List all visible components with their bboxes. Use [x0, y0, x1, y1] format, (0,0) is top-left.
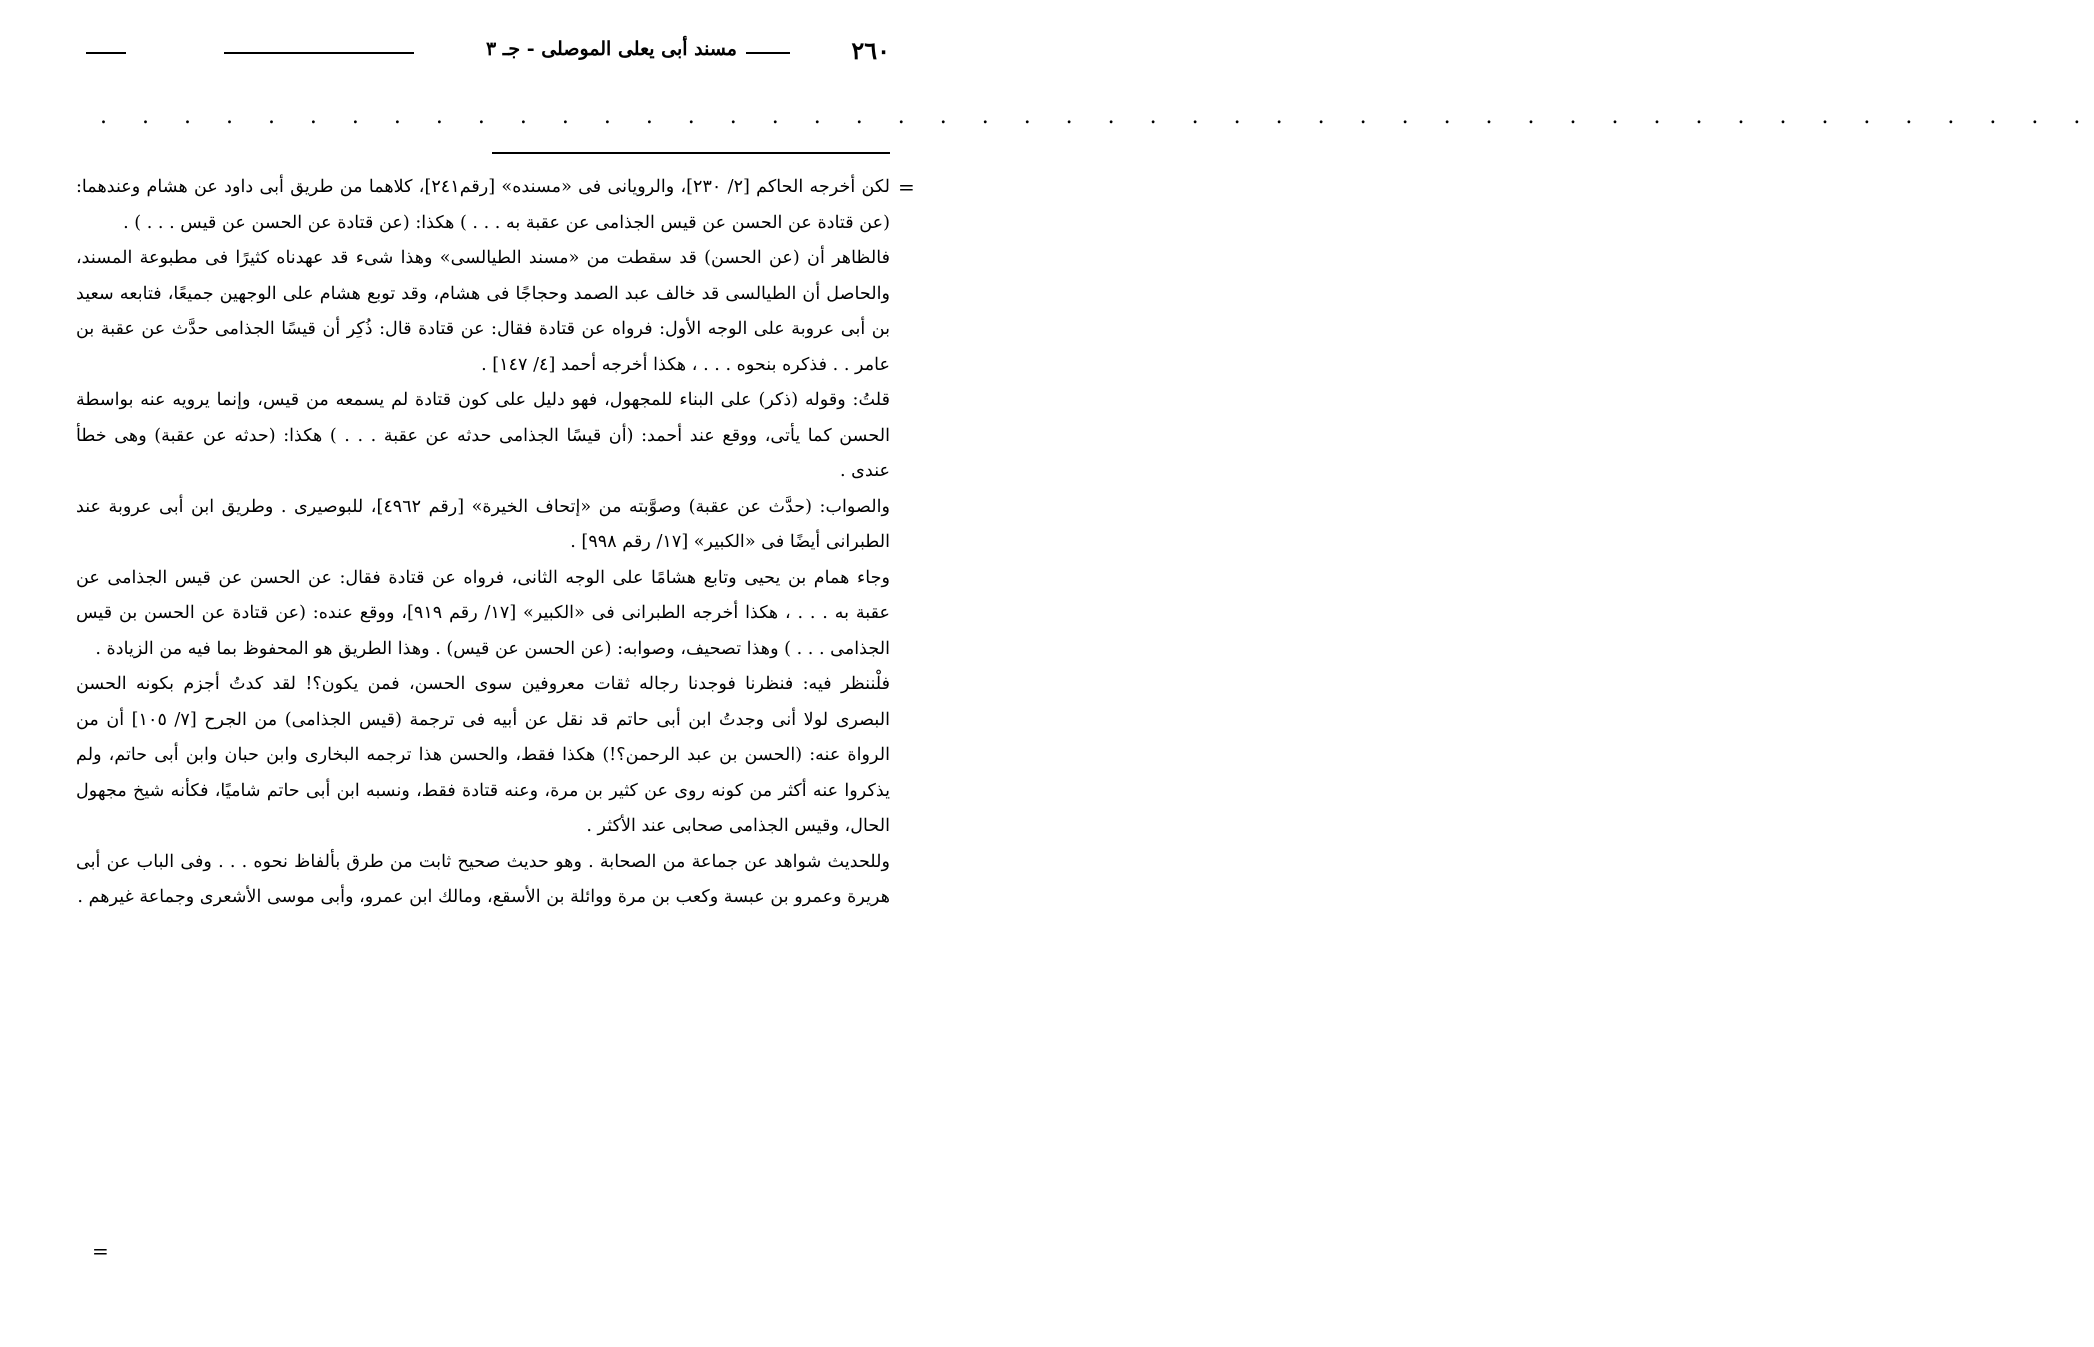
footnote-separator: [492, 152, 890, 154]
footnote-paragraph: لكن أخرجه الحاكم [٢/ ٢٣٠]، والرويانى فى «مسنده» [رقم٢٤١]، كلاهما من طريق أبى داود عن هشام وعندهما: (عن قتادة عن الحسن عن قيس الجذامى عن عقبة به . . . ) هكذا: (عن قتادة عن الحسن عن قيس . . . ) .: [76, 177, 890, 233]
footnote-paragraph: وللحديث شواهد عن جماعة من الصحابة . وهو حديث صحيح ثابت من طرق بألفاظ نحوه . . . وفى الباب عن أبى هريرة وعمرو بن عبسة وكعب بن مرة ووائلة بن الأسقع، ومالك ابن عمرو، وأبى موسى الأشعرى وجماعة غيرهم .: [76, 851, 890, 907]
footnote-body: [76, 170, 890, 916]
header-rule: [224, 52, 414, 54]
page-header: [86, 34, 890, 68]
footnote-paragraph: فلْننظر فيه: فنظرنا فوجدنا رجاله ثقات معروفين سوى الحسن، فمن يكون؟! لقد كدتُ أجزم بكونه الحسن البصرى لولا أنى وجدتُ ابن أبى حاتم قد نقل عن أبيه فى ترجمة (قيس الجذامى) من الجرح [٧/ ١٠٥] أن من الرواة عنه: (الحسن بن عبد الرحمن؟!) هكذا فقط، والحسن هذا ترجمه البخارى وابن حبان وابن أبى حاتم، ولم يذكروا عنه أكثر من كونه روى عن كثير بن مرة، وعنه قتادة فقط، ونسبه ابن أبى حاتم شاميًا، فكأنه شيخ مجهول الحال، وقيس الجذامى صحابى عند الأكثر .: [76, 674, 890, 836]
footnote-paragraph: والصواب: (حدَّث عن عقبة) وصوَّبته من «إتحاف الخيرة» [رقم ٤٩٦٢]، للبوصيرى . وطريق ابن أبى عروبة عند الطبرانى أيضًا فى «الكبير» [١٧/ رقم ٩٩٨] .: [76, 496, 890, 552]
page-number: ٢٦٠: [851, 36, 890, 65]
footnote-paragraph: وجاء همام بن يحيى وتابع هشامًا على الوجه الثانى، فرواه عن قتادة فقال: عن الحسن عن قيس الجذامى عن عقبة به . . . ، هكذا أخرجه الطبرانى فى «الكبير» [١٧/ رقم ٩١٩]، ووقع عنده: (عن قتادة عن الحسن بن قيس الجذامى . . . ) وهذا تصحيف، وصوابه: (عن الحسن عن قيس) . وهذا الطريق هو المحفوظ بما فيه من الزيادة .: [76, 567, 890, 659]
book-title: مسند أبى يعلى الموصلى - جـ ٣: [485, 38, 737, 60]
omitted-text-ellipsis: . . . . . . . . . . . . . . . . . . . . . . . . . . . . . . . . . . . . . . . . . . . . . . . .: [100, 104, 2094, 129]
header-rule: [746, 52, 790, 54]
continuation-mark-start: =: [898, 175, 915, 199]
continuation-mark-end: =: [92, 1239, 109, 1263]
footnote-paragraph: قلتُ: وقوله (ذكر) على البناء للمجهول، فهو دليل على كون قتادة لم يسمعه من قيس، وإنما يرويه عنه بواسطة الحسن كما يأتى، ووقع عند أحمد: (أن قيسًا الجذامى حدثه عن عقبة . . . ) هكذا: (حدثه عن عقبة) وهى خطأ عندى .: [76, 390, 890, 481]
footnote-paragraph: فالظاهر أن (عن الحسن) قد سقطت من «مسند الطيالسى» وهذا شىء قد عهدناه كثيرًا فى مطبوعة المسند، والحاصل أن الطيالسى قد خالف عبد الصمد وحجاجًا فى هشام، وقد توبع هشام على الوجهين جميعًا، فتابعه سعيد بن أبى عروبة على الوجه الأول: فرواه عن قتادة فقال: عن قتادة قال: ذُكِر أن قيسًا الجذامى حدَّث عن عقبة بن عامر . . فذكره بنحوه . . . ، هكذا أخرجه أحمد [٤/ ١٤٧] .: [76, 248, 890, 375]
header-rule: [86, 52, 126, 54]
